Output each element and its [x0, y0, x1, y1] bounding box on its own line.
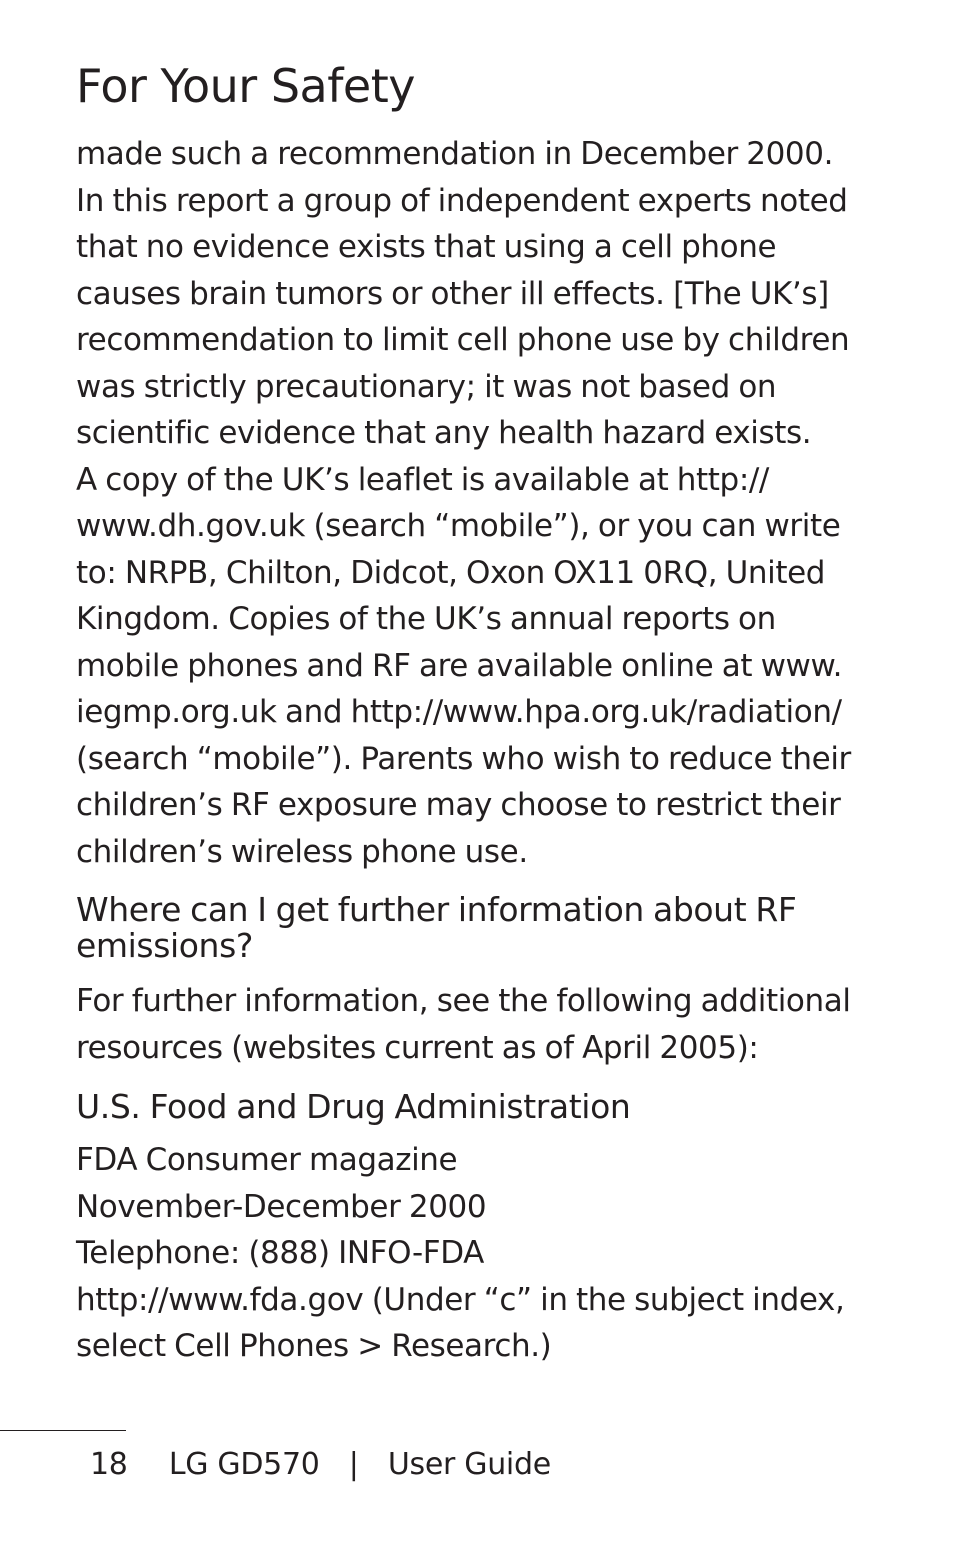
- text-line: (search “mobile”). Parents who wish to reduce their: [76, 740, 851, 777]
- fda-issue-date: November-December 2000: [76, 1188, 487, 1225]
- text-line: to: NRPB, Chilton, Didcot, Oxon OX11 0RQ, United: [76, 554, 826, 591]
- heading-line: emissions?: [76, 926, 253, 965]
- rf-section-paragraph: [76, 978, 851, 1071]
- text-line: scientific evidence that any health hazard exists.: [76, 415, 812, 451]
- text-line: A copy of the UK’s leaflet is available at http://: [76, 461, 769, 498]
- text-line: children’s RF exposure may choose to restrict their: [76, 787, 841, 823]
- text-line: resources (websites current as of April 2005):: [76, 1029, 759, 1066]
- text-line: recommendation to limit cell phone use by children: [76, 322, 850, 358]
- page-title: For Your Safety: [76, 59, 415, 113]
- text-line: children’s wireless phone use.: [76, 833, 528, 870]
- intro-paragraph: [76, 131, 851, 875]
- text-line: Kingdom. Copies of the UK’s annual reports on: [76, 601, 776, 637]
- text-line: mobile phones and RF are available online at www.: [76, 647, 843, 684]
- fda-section-heading: [76, 1084, 630, 1130]
- text-line: was strictly precautionary; it was not based on: [76, 368, 777, 405]
- text-line: In this report a group of independent experts noted: [76, 182, 848, 219]
- heading-line: Where can I get further information about RF: [76, 890, 797, 929]
- text-line: www.dh.gov.uk (search “mobile”), or you can write: [76, 508, 841, 544]
- rf-section-heading: [76, 892, 796, 964]
- fda-section-details: [76, 1137, 844, 1370]
- fda-website-instructions: select Cell Phones > Research.): [76, 1328, 552, 1364]
- text-line: For further information, see the following additional: [76, 983, 851, 1019]
- text-line: made such a recommendation in December 2000.: [76, 136, 834, 172]
- text-line: causes brain tumors or other ill effects. [The UK’s]: [76, 275, 829, 312]
- footer-rule: [0, 1430, 126, 1431]
- heading-line: U.S. Food and Drug Administration: [76, 1087, 631, 1126]
- fda-magazine: FDA Consumer magazine: [76, 1142, 458, 1178]
- page-footer: [90, 1443, 551, 1487]
- guide-label: User Guide: [387, 1447, 551, 1482]
- footer-separator: |: [348, 1447, 359, 1482]
- text-line: that no evidence exists that using a cell phone: [76, 229, 777, 265]
- product-name: LG GD570: [168, 1447, 320, 1482]
- fda-website: http://www.fda.gov (Under “c” in the subject index,: [76, 1281, 845, 1318]
- page-number: 18: [90, 1447, 128, 1482]
- fda-telephone: Telephone: (888) INFO-FDA: [76, 1235, 484, 1271]
- text-line: iegmp.org.uk and http://www.hpa.org.uk/radiation/: [76, 694, 842, 730]
